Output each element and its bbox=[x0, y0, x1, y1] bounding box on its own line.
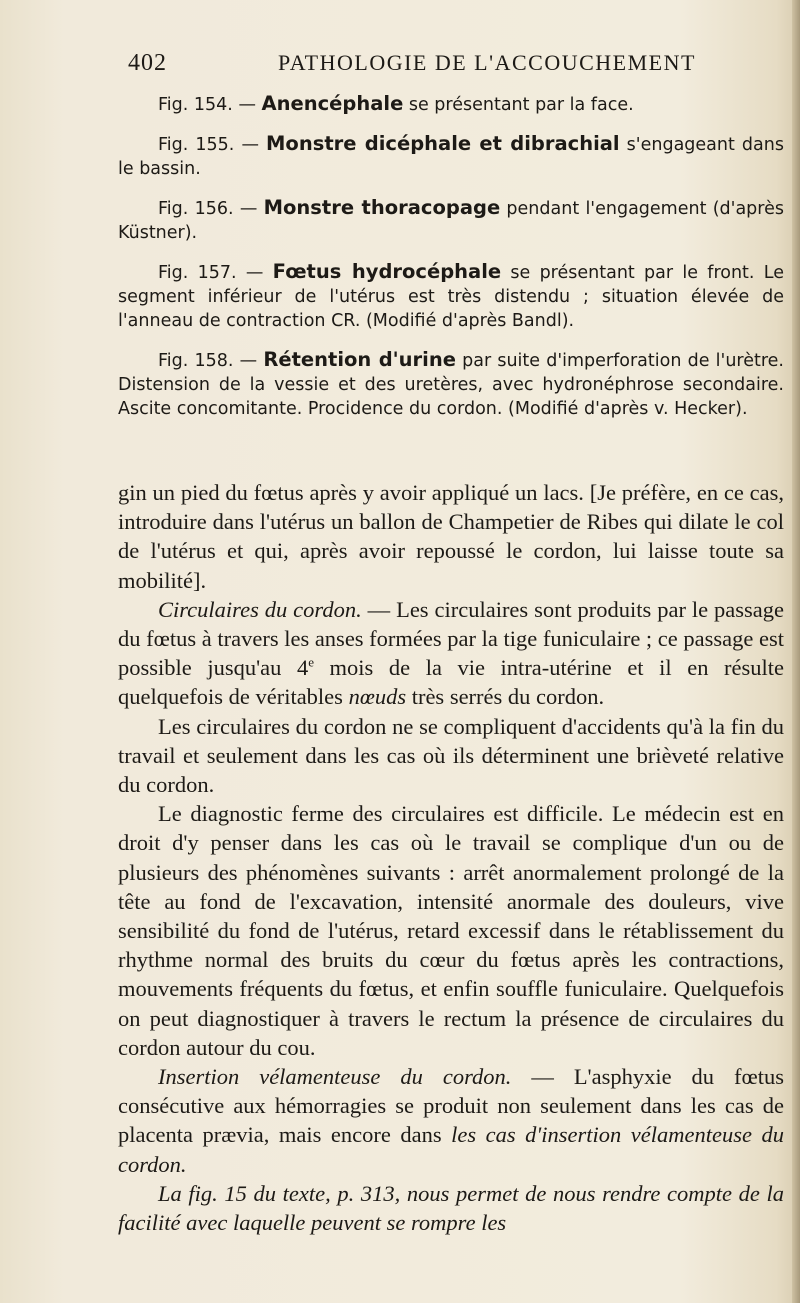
page-edge bbox=[792, 0, 800, 1303]
figure-captions bbox=[118, 92, 784, 436]
section-title-insertion: Insertion vélamenteuse du cordon. bbox=[158, 1064, 512, 1090]
running-title: PATHOLOGIE DE L'ACCOUCHEMENT bbox=[278, 50, 696, 75]
caption-fig-154: Fig. 154. — Anencéphale se présentant par la face. bbox=[158, 92, 634, 115]
paragraph-insertion: Insertion vélamenteuse du cordon. — L'asphyxie du fœtus consécutive aux hémorragies se produit non seulement dans les cas de placenta prævia, mais encore dans les cas d'insertion vélamenteuse du cordon. bbox=[118, 1064, 785, 1177]
caption-fig-157: Fig. 157. — Fœtus hydrocéphale se présentant par le front. Le segment inférieur de l'utérus est très distendu ; situation élevée de l'anneau de contraction CR. (Modifié d'après Bandl). bbox=[118, 260, 784, 331]
body-text bbox=[118, 478, 784, 1237]
page-number: 402 bbox=[128, 50, 167, 76]
caption-fig-158: Fig. 158. — Rétention d'urine par suite d'imperforation de l'urètre. Distension de la vessie et des uretères, avec hydronéphrose secondaire. Ascite concomitante. Procidence du cordon. (Modifié d'après v. Hecker). bbox=[118, 348, 784, 419]
paragraph-diagnostic: Le diagnostic ferme des circulaires est difficile. Le médecin est en droit d'y penser dans les cas où le travail se complique d'un ou de plusieurs des phénomènes suivants : arrêt anormalement prolongé de la tête au fond de l'excavation, intensité anormale des douleurs, vive sensibilité du fond de l'utérus, retard excessif dans le rétablissement du rhythme normal des bruits du cœur du fœtus après les contractions, mouvements fréquents du fœtus, et enfin souffle funiculaire. Quelquefois on peut diagnostiquer à travers le rectum la présence de circulaires du cordon autour du cou. bbox=[118, 801, 784, 1060]
paragraph-circulaires: Circulaires du cordon. — Les circulaires sont produits par le passage du fœtus à travers les anses formées par la tige funiculaire ; ce passage est possible jusqu'au 4e mois de la vie intra-utérine et il en résulte quelquefois de véritables nœuds très serrés du cordon. bbox=[118, 596, 784, 710]
caption-fig-155: Fig. 155. — Monstre dicéphale et dibrachial s'engageant dans le bassin. bbox=[118, 132, 784, 179]
caption-fig-156: Fig. 156. — Monstre thoracopage pendant l'engagement (d'après Küstner). bbox=[118, 196, 784, 243]
section-title-circulaires: Circulaires du cordon. bbox=[158, 596, 362, 622]
paragraph-1: gin un pied du fœtus après y avoir appliqué un lacs. [Je préfère, en ce cas, introduire dans l'utérus un ballon de Champetier de Ribes qui dilate le col de l'utérus et qui, après avoir repoussé le cordon, lui laisse toute sa mobilité]. bbox=[118, 480, 784, 593]
paragraph-last: La fig. 15 du texte, p. 313, nous permet de nous rendre compte de la facilité avec laquelle peuvent se rompre les bbox=[118, 1180, 784, 1236]
paragraph-3: Les circulaires du cordon ne se compliquent d'accidents qu'à la fin du travail et seulement dans les cas où ils déterminent une brièveté relative du cordon. bbox=[118, 713, 784, 798]
